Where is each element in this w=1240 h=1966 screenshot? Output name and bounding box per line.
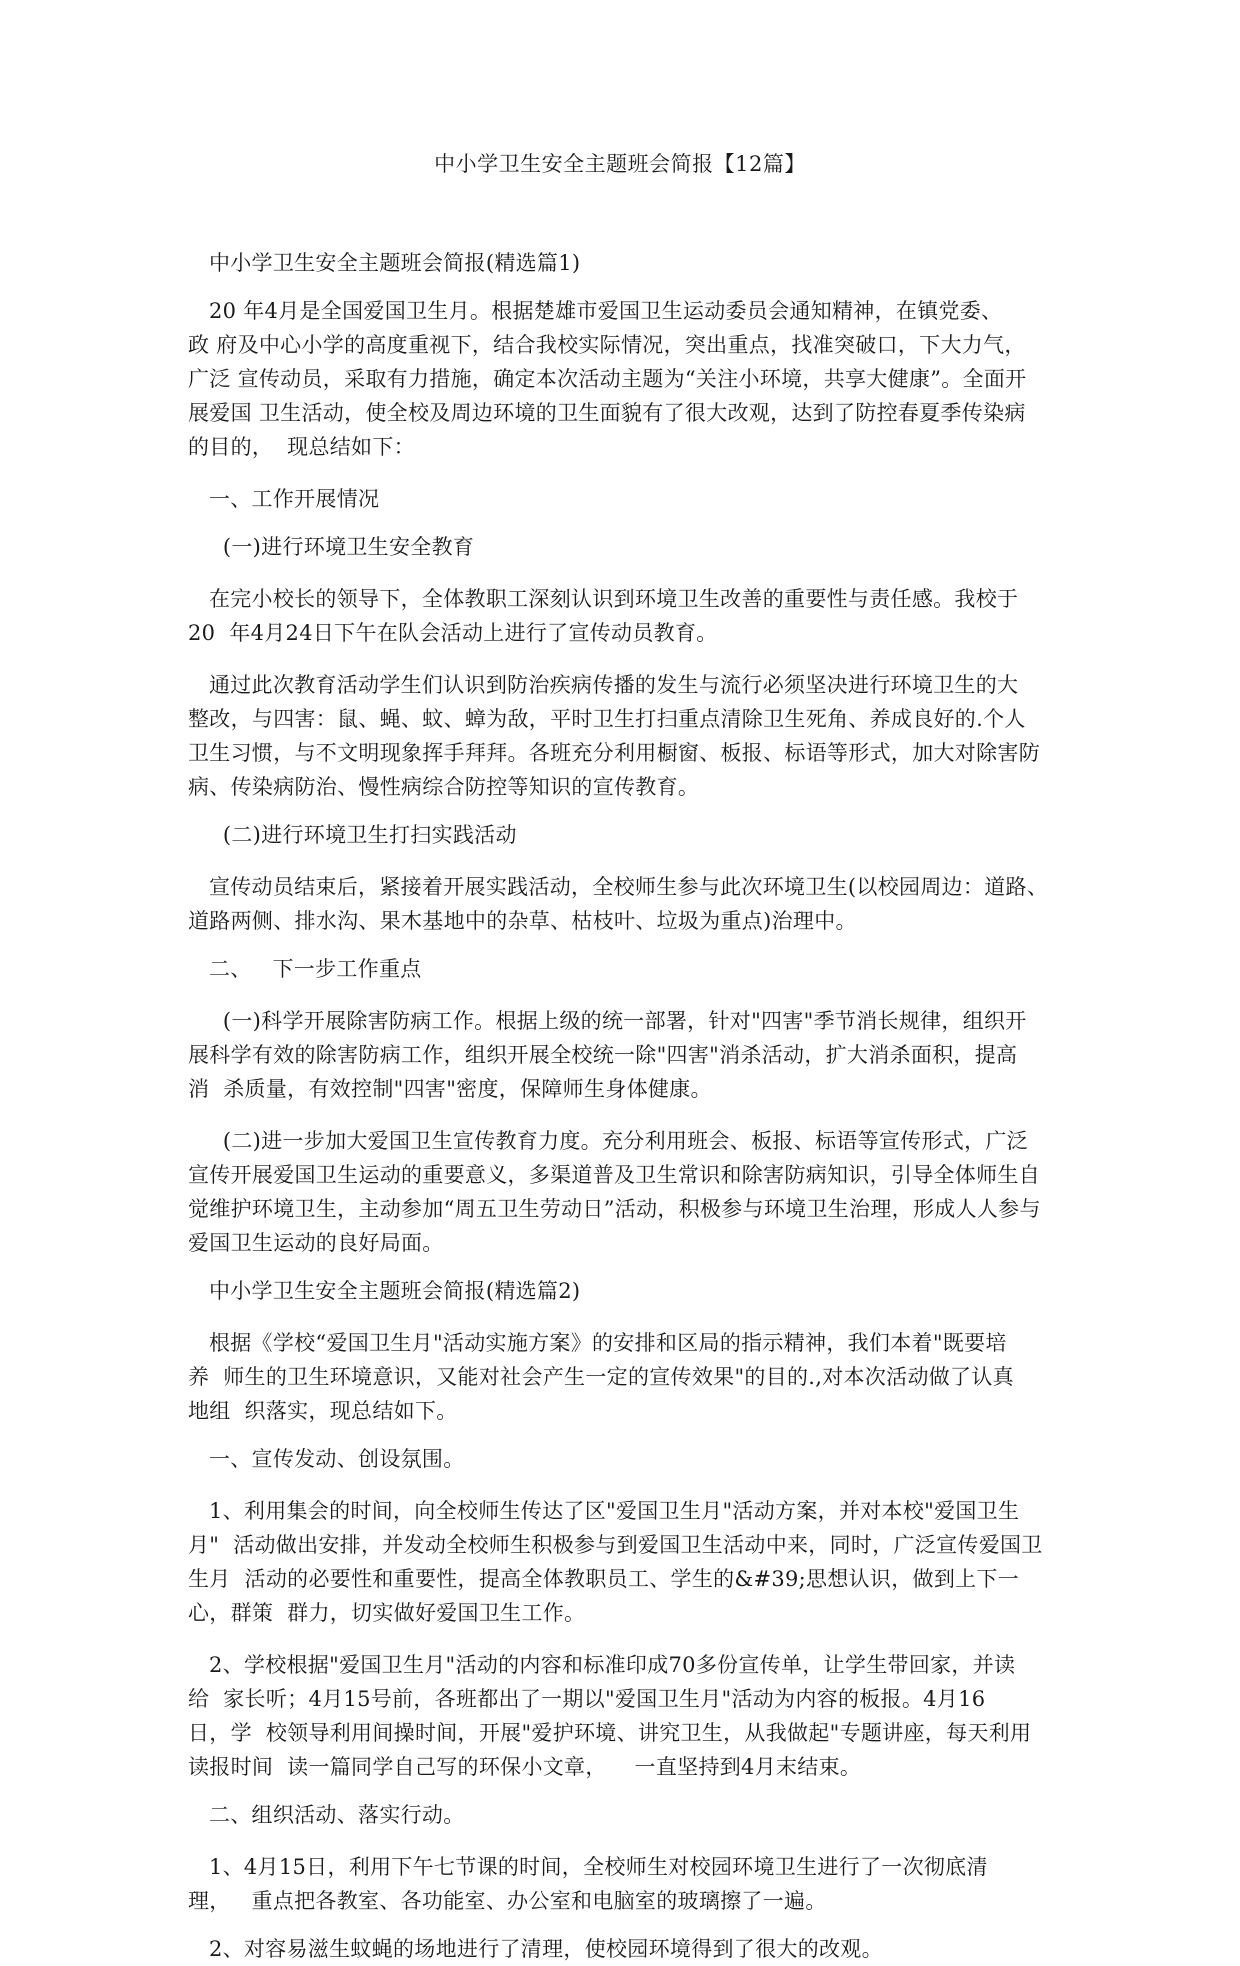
subheading: (一)进行环境卫生安全教育	[188, 535, 475, 559]
paragraph: (一)科学开展除害防病工作。根据上级的统一部署，针对"四害"季节消长规律，组织开 展科学有效的除害防病工作，组织开展全校统一除"四害"消杀活动，扩大消杀面积，提高 消 杀质量，有效控制"四害"密度，保障师生身体健康。	[188, 1009, 1027, 1101]
paragraph: (二)进一步加大爱国卫生宣传教育力度。充分利用班会、板报、标语等宣传形式，广泛 宣传开展爱国卫生运动的重要意义，多渠道普及卫生常识和除害防病知识，引导全体师生自 觉维护环境卫生，主动参加“周五卫生劳动日”活动，积极参与环境卫生治理，形成人人参与 爱国卫生运动的良好局面。	[188, 1129, 1041, 1255]
paragraph: 在完小校长的领导下，全体教职工深刻认识到环境卫生改善的重要性与责任感。我校于 20 年4月24日下午在队会活动上进行了宣传动员教育。	[188, 587, 1019, 645]
paragraph: 1、利用集会的时间，向全校师生传达了区"爱国卫生月"活动方案，并对本校"爱国卫生 月" 活动做出安排，并发动全校师生积极参与到爱国卫生活动中来，同时，广泛宣传爱国卫 生月 活动的必要性和重要性，提高全体教职员工、学生的&#39;思想认识，做到上下一 心，群策 群力，切实做好爱国卫生工作。	[188, 1499, 1043, 1625]
paragraph: 2、学校根据"爱国卫生月"活动的内容和标准印成70多份宣传单，让学生带回家，并读 给 家长听；4月15号前，各班都出了一期以"爱国卫生月"活动为内容的板报。4月16 日，学 校领导利用间操时间，开展"爱护环境、讲究卫生，从我做起"专题讲座，每天利用 读报时间 读一篇同学自己写的环保小文章， 一直坚持到4月末结束。	[188, 1653, 1032, 1779]
paragraph: 通过此次教育活动学生们认识到防治疾病传播的发生与流行必须坚决进行环境卫生的大 整改，与四害：鼠、蝇、蚊、蟑为敌，平时卫生打扫重点清除卫生死角、养成良好的.个人 卫生习惯，与不文明现象挥手拜拜。各班充分利用橱窗、板报、标语等形式，加大对除害防 病、传染病防治、慢性病综合防控等知识的宣传教育。	[188, 673, 1040, 799]
subheading: 二、组织活动、落实行动。	[188, 1803, 465, 1827]
paragraph: 宣传动员结束后，紧接着开展实践活动，全校师生参与此次环境卫生(以校园周边：道路、 道路两侧、排水沟、果木基地中的杂草、枯枝叶、垃圾为重点)治理中。	[188, 875, 1049, 933]
subheading: 二、 下一步工作重点	[188, 957, 422, 981]
document-body	[188, 246, 1058, 1966]
paragraph: 2、对容易滋生蚊蝇的场地进行了清理，使校园环境得到了很大的改观。	[188, 1937, 883, 1961]
paragraph: 根据《学校“爱国卫生月"活动实施方案》的安排和区局的指示精神，我们本着"既要培 养 师生的卫生环境意识，又能对社会产生一定的宣传效果"的目的.,对本次活动做了认真 地组 织落实，现总结如下。	[188, 1331, 1014, 1423]
document-title: 中小学卫生安全主题班会简报【12篇】	[434, 152, 806, 176]
paragraph: 1、4月15日，利用下午七节课的时间，全校师生对校园环境卫生进行了一次彻底清 理， 重点把各教室、各功能室、办公室和电脑室的玻璃擦了一遍。	[188, 1855, 988, 1913]
subheading: 一、工作开展情况	[188, 487, 380, 511]
section-heading-1: 中小学卫生安全主题班会简报(精选篇1)	[188, 251, 581, 275]
subheading: (二)进行环境卫生打扫实践活动	[188, 823, 517, 847]
paragraph: 20 年4月是全国爱国卫生月。根据楚雄市爱国卫生运动委员会通知精神，在镇党委、 政 府及中心小学的高度重视下，结合我校实际情况，突出重点，找准突破口，下大力气， 广泛 宣传动员，采取有力措施，确定本次活动主题为“关注小环境，共享大健康”。全面开 展爱国 卫生活动，使全校及周边环境的卫生面貌有了很大改观，达到了防控春夏季传染病 的目的， 现总结如下：	[188, 299, 1027, 459]
section-heading-2: 中小学卫生安全主题班会简报(精选篇2)	[188, 1279, 581, 1303]
subheading: 一、宣传发动、创设氛围。	[188, 1447, 465, 1471]
